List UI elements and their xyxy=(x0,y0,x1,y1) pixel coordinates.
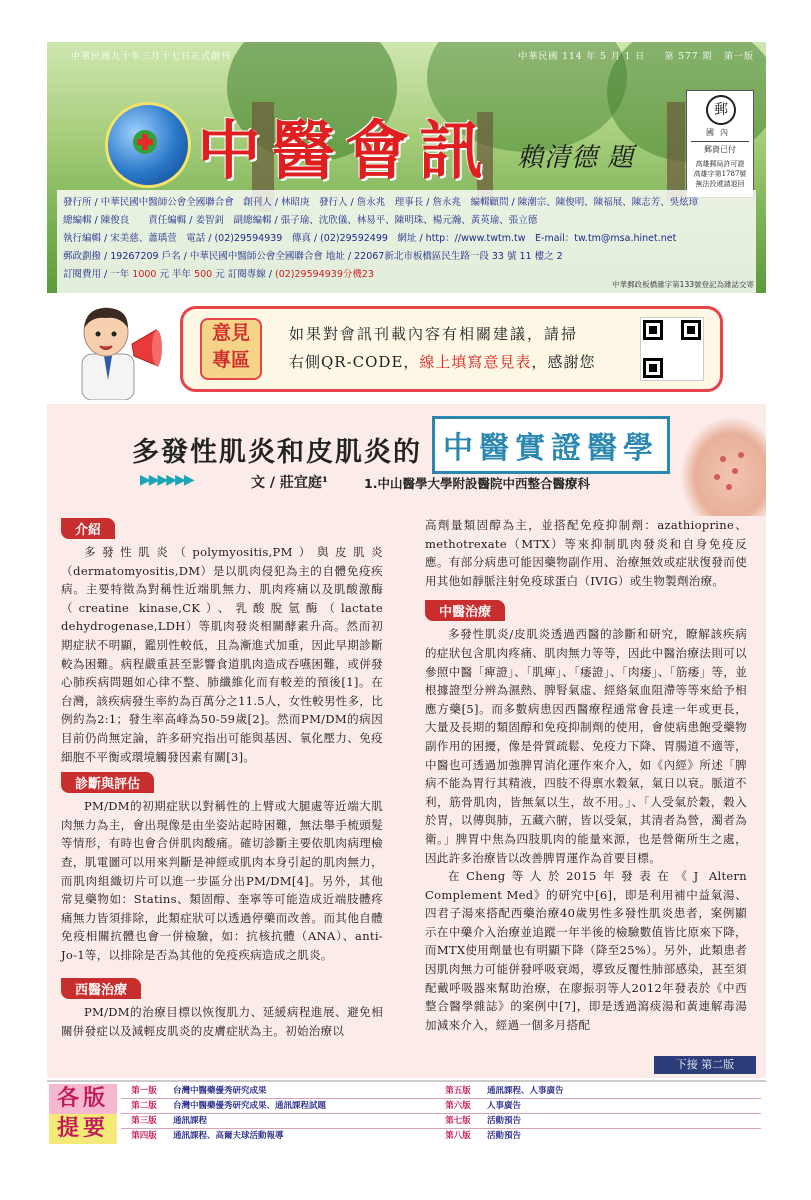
fee-label: 元 半年 xyxy=(159,269,192,280)
index-row[interactable] xyxy=(435,1084,564,1099)
section-paragraph: 多發性肌炎（polymyositis,PM）與皮肌炎（dermatomyositis,DM）是以肌肉侵犯為主的自體免疫疾病。主要特徵為對稱性近端肌無力、肌肉疼痛以及肌酸激酶（creatine kinase,CK）、乳酸脫氫酶（lactate dehydrogenase,LDH）等肌肉發炎相關酵素升高。然而初期症狀不明顯，鑑別性較低，且為漸進式加重，因此早期診斷較為困難。病程嚴重甚至影響食道肌肉造成吞嚥困難，或併發心肺疾病問題如心律不整、肺纖維化而有較差的預後[1]。在台灣，該疾病發生率約為百萬分之11.5人，女性較男性多，比例約為2:1；發生率高峰為50-59歲[2]。然而PM/DM的病因目前仍尚無定論，許多研究指出可能與基因、氧化壓力、免疫細胞不平衡或環境觸發因素有關[3]。 xyxy=(61,545,383,764)
stamp-paid: 郵資已付 xyxy=(691,141,749,155)
section-paragraph: 多發性肌炎/皮肌炎透過西醫的診斷和研究，瞭解該疾病的症狀包含肌肉疼痛、肌肉無力等等，因此中醫治療法則可以參照中醫「痺證」、「肌痺」、「痿證」、「肉痿」、「筋痿」等，並根據證型分辨為濕熱、脾腎氣虛、經絡氣血阻滯等等來給予相應方藥[5]。而多數病患因西醫療程通常會長達一年或更長，大量及長期的類固醇和免疫抑制劑的使用，會使病患飽受藥物副作用的困擾，像是骨質疏鬆、免疫力下降、胃腸道不適等，中醫也可透過加強脾胃消化運作來介入，如《內經》所述「脾病不能為胃行其精液，四肢不得禀水穀氣，氣日以衰。脈道不利，筋骨肌肉，皆無氣以生，故不用。」、「人受氣於穀，穀入於胃，以傳與肺，五藏六腑，皆以受氣，其清者為營，濁者為衛。」脾胃中焦為四肢肌肉的能量來源，也是營衛所生之處，因此許多治療皆以改善脾胃運作為首要目標。 xyxy=(425,627,747,865)
postal-registration: 中華郵政板橋雜字第133號登記為雜誌交寄 xyxy=(612,280,754,289)
feedback-banner xyxy=(180,306,723,392)
founding-date: 中華民國九十年三月十七日正式創刊 xyxy=(71,52,232,62)
fee-label: 訂閱費用 / 一年 xyxy=(63,269,130,280)
feedback-text-part: 右側QR-CODE， xyxy=(289,353,420,371)
index-row[interactable] xyxy=(121,1084,267,1099)
medical-cross-icon xyxy=(133,130,157,154)
rash-spot xyxy=(738,452,744,458)
index-description: 通訊課程、高爾夫球活動報導 xyxy=(173,1131,284,1141)
info-line: 執行編輯 / 宋美慈、蕭瑀萱 電話 / (02)29594939 傳真 / (02)29592499 網址 / http：//www.twtm.tw E-mail：tw.tm@msa.hinet.net xyxy=(63,233,677,244)
index-row[interactable] xyxy=(121,1099,326,1114)
index-edition: 第六版 xyxy=(445,1101,471,1111)
article-column-right xyxy=(425,516,747,1034)
section-heading: 中醫治療 xyxy=(425,600,505,621)
index-row[interactable] xyxy=(435,1129,521,1144)
index-edition: 第七版 xyxy=(445,1116,471,1126)
article-title: 多發性肌炎和皮肌炎的 xyxy=(132,437,422,468)
index-description: 通訊課程 xyxy=(173,1116,208,1126)
index-description: 台灣中醫藥優秀研究成果、通訊課程試題 xyxy=(173,1101,327,1111)
masthead-topline xyxy=(47,42,766,68)
section-paragraph: 高劑量類固醇為主，並搭配免疫抑制劑：azathioprine、methotrexate（MTX）等來抑制肌肉發炎和自身免疫反應。有部分病患可能因藥物副作用、治療無效或症狀復發而使用其他如靜脈注射免疫球蛋白（IVIG）或生物製劑治療。 xyxy=(425,518,747,588)
section-paragraph: PM/DM的治療目標以恢復肌力、延緩病程進展、避免相關併發症以及減輕皮肌炎的皮膚症狀為主。初始治療以 xyxy=(61,1005,383,1039)
index-edition: 第一版 xyxy=(131,1086,157,1096)
feedback-tag xyxy=(200,318,262,380)
index-description: 活動預告 xyxy=(487,1116,522,1126)
stamp-permit-line: 無法投遞請退回 xyxy=(695,180,745,188)
rash-spot xyxy=(732,468,738,474)
article xyxy=(47,404,766,1078)
index-edition: 第二版 xyxy=(131,1101,157,1111)
edition-index xyxy=(47,1080,766,1146)
issue-date: 中華民國 114 年 5 月 1 日 xyxy=(518,52,646,62)
index-row[interactable] xyxy=(435,1099,521,1114)
index-row[interactable] xyxy=(121,1129,284,1144)
article-column-left xyxy=(61,512,383,1041)
index-description: 人事廣告 xyxy=(487,1101,522,1111)
qr-code-icon[interactable] xyxy=(640,317,704,381)
section-heading: 診斷與評估 xyxy=(61,772,154,793)
index-divider xyxy=(121,1098,761,1099)
section-paragraph: PM/DM的初期症狀以對稱性的上臂或大腿處等近端大肌肉無力為主，會出現像是由坐姿站起時困難，無法舉手梳頭髮等情形，有時也會合併肌肉酸痛。確切診斷主要依肌肉病理檢查，肌電圖可以用來判斷是神經或肌肉本身引起的肌肉無力，而肌肉組織切片可以進一步區分出PM/DM[4]。另外，其他常見藥物如：Statins、類固醇、奎寧等可能造成近端肢體疼痛無力皆須排除，此類症狀可以透過停藥而改善。而其他自體免疫相關抗體也會一併檢驗，如：抗核抗體（ANA）、anti-Jo-1等，以排除是否為其他的免疫疾病造成之肌炎。 xyxy=(61,799,383,962)
continued-on-page-link[interactable]: 下接 第二版 xyxy=(654,1056,756,1074)
fee-year: 1000 xyxy=(132,269,157,280)
issue-number: 第 577 期 xyxy=(664,52,713,62)
index-edition: 第八版 xyxy=(445,1131,471,1141)
index-divider xyxy=(121,1128,761,1129)
info-line: 總編輯 / 陳俊良 責任編輯 / 姜智釗 副總編輯 / 張子瑜、沈欣儀、林易平、陳明珠、楊元瀚、黃英瑜、張立德 xyxy=(63,215,538,226)
index-divider xyxy=(121,1113,761,1114)
index-label-line: 提要 xyxy=(49,1114,117,1144)
index-edition: 第三版 xyxy=(131,1116,157,1126)
rash-spot xyxy=(720,456,726,462)
feedback-tag-line: 專區 xyxy=(211,349,250,371)
feedback-text: 如果對會訊刊載內容有相關建議，請掃 xyxy=(289,325,579,343)
index-description: 活動預告 xyxy=(487,1131,522,1141)
feedback-text-part: ，感謝您 xyxy=(531,353,596,371)
rash-hand-illustration xyxy=(680,416,766,516)
doctor-illustration xyxy=(48,300,168,400)
article-author: 文 / 莊宜庭¹ xyxy=(251,475,328,491)
calligraphy-signature: 賴清德 題 xyxy=(517,143,635,173)
masthead xyxy=(47,42,766,293)
edition-number: 第一版 xyxy=(723,52,754,62)
index-edition: 第五版 xyxy=(445,1086,471,1096)
article-affiliation: 1.中山醫學大學附設醫院中西整合醫療科 xyxy=(364,476,590,491)
section-heading: 介紹 xyxy=(61,518,115,539)
issue-info xyxy=(518,49,754,62)
index-row[interactable] xyxy=(121,1114,207,1129)
rash-spot xyxy=(714,474,720,480)
index-edition: 第四版 xyxy=(131,1131,157,1141)
qr-finder xyxy=(643,320,663,340)
section-heading: 西醫治療 xyxy=(61,978,141,999)
article-series-label: 中醫實證醫學 xyxy=(432,416,670,474)
subscription-line xyxy=(63,266,374,280)
stamp-permit-line: 高雄字第1787號 xyxy=(693,170,747,178)
arrow-decoration-icon: ▶▶▶▶▶▶ xyxy=(140,472,193,488)
newspaper-title: 中醫會訊 xyxy=(197,114,493,189)
rash-spot xyxy=(726,484,732,490)
stamp-permit-line: 高雄郵局許可證 xyxy=(695,160,745,168)
index-description: 通訊課程、人事廣告 xyxy=(487,1086,564,1096)
feedback-text xyxy=(289,351,595,372)
tree-trunk xyxy=(667,102,685,202)
qr-finder xyxy=(681,320,701,340)
qr-finder xyxy=(643,358,663,378)
stamp-domestic: 國內 xyxy=(706,128,734,137)
feedback-tag-line: 意見 xyxy=(211,322,250,344)
index-row[interactable] xyxy=(435,1114,521,1129)
section-paragraph: 在Cheng等人於2015年發表在《J Altern Complement Med》的研究中[6]，即是利用補中益氣湯、四君子湯來搭配西藥治療40歲男性多發性肌炎患者，案例顯示在中藥介入治療並追蹤一年半後的檢驗數值皆比原來下降，而MTX使用劑量也有明顯下降（降至25%）。另外，此類患者因肌肉無力可能併發呼吸衰竭，導致反覆性肺部感染，甚至須配戴呼吸器來幫助治療，在廖振羽等人2012年發表於《中西整合醫學雜誌》的案例中[7]，即是透過瀉痰湯和黃連解毒湯加減來介入，經過一個多月搭配 xyxy=(425,869,747,1032)
index-label-line: 各版 xyxy=(49,1084,117,1114)
feedback-form-link[interactable]: 線上填寫意見表 xyxy=(419,353,532,371)
postal-logo-icon: 郵 xyxy=(706,95,736,125)
publisher-info-box xyxy=(57,190,756,293)
postage-stamp xyxy=(686,90,754,198)
stamp-permit xyxy=(687,159,753,189)
edition-index-label xyxy=(49,1084,117,1144)
index-description: 台灣中醫藥優秀研究成果 xyxy=(173,1086,267,1096)
subscription-phone: (02)29594939分機23 xyxy=(275,269,374,280)
fee-label: 元 訂閱專線 / xyxy=(215,269,272,280)
info-line: 郵政劃撥 / 19267209 戶名 / 中華民國中醫師公會全國聯合會 地址 / 22067新北市板橋區民生路一段 33 號 11 樓之 2 xyxy=(63,251,563,262)
fee-half: 500 xyxy=(194,269,213,280)
info-line: 發行所 / 中華民國中醫師公會全國聯合會 創刊人 / 林昭庚 發行人 / 詹永兆 理事長 / 詹永兆 編輯顧問 / 陳潮宗、陳俊明、陳福展、陳志芳、吳炫璋 xyxy=(63,197,699,208)
